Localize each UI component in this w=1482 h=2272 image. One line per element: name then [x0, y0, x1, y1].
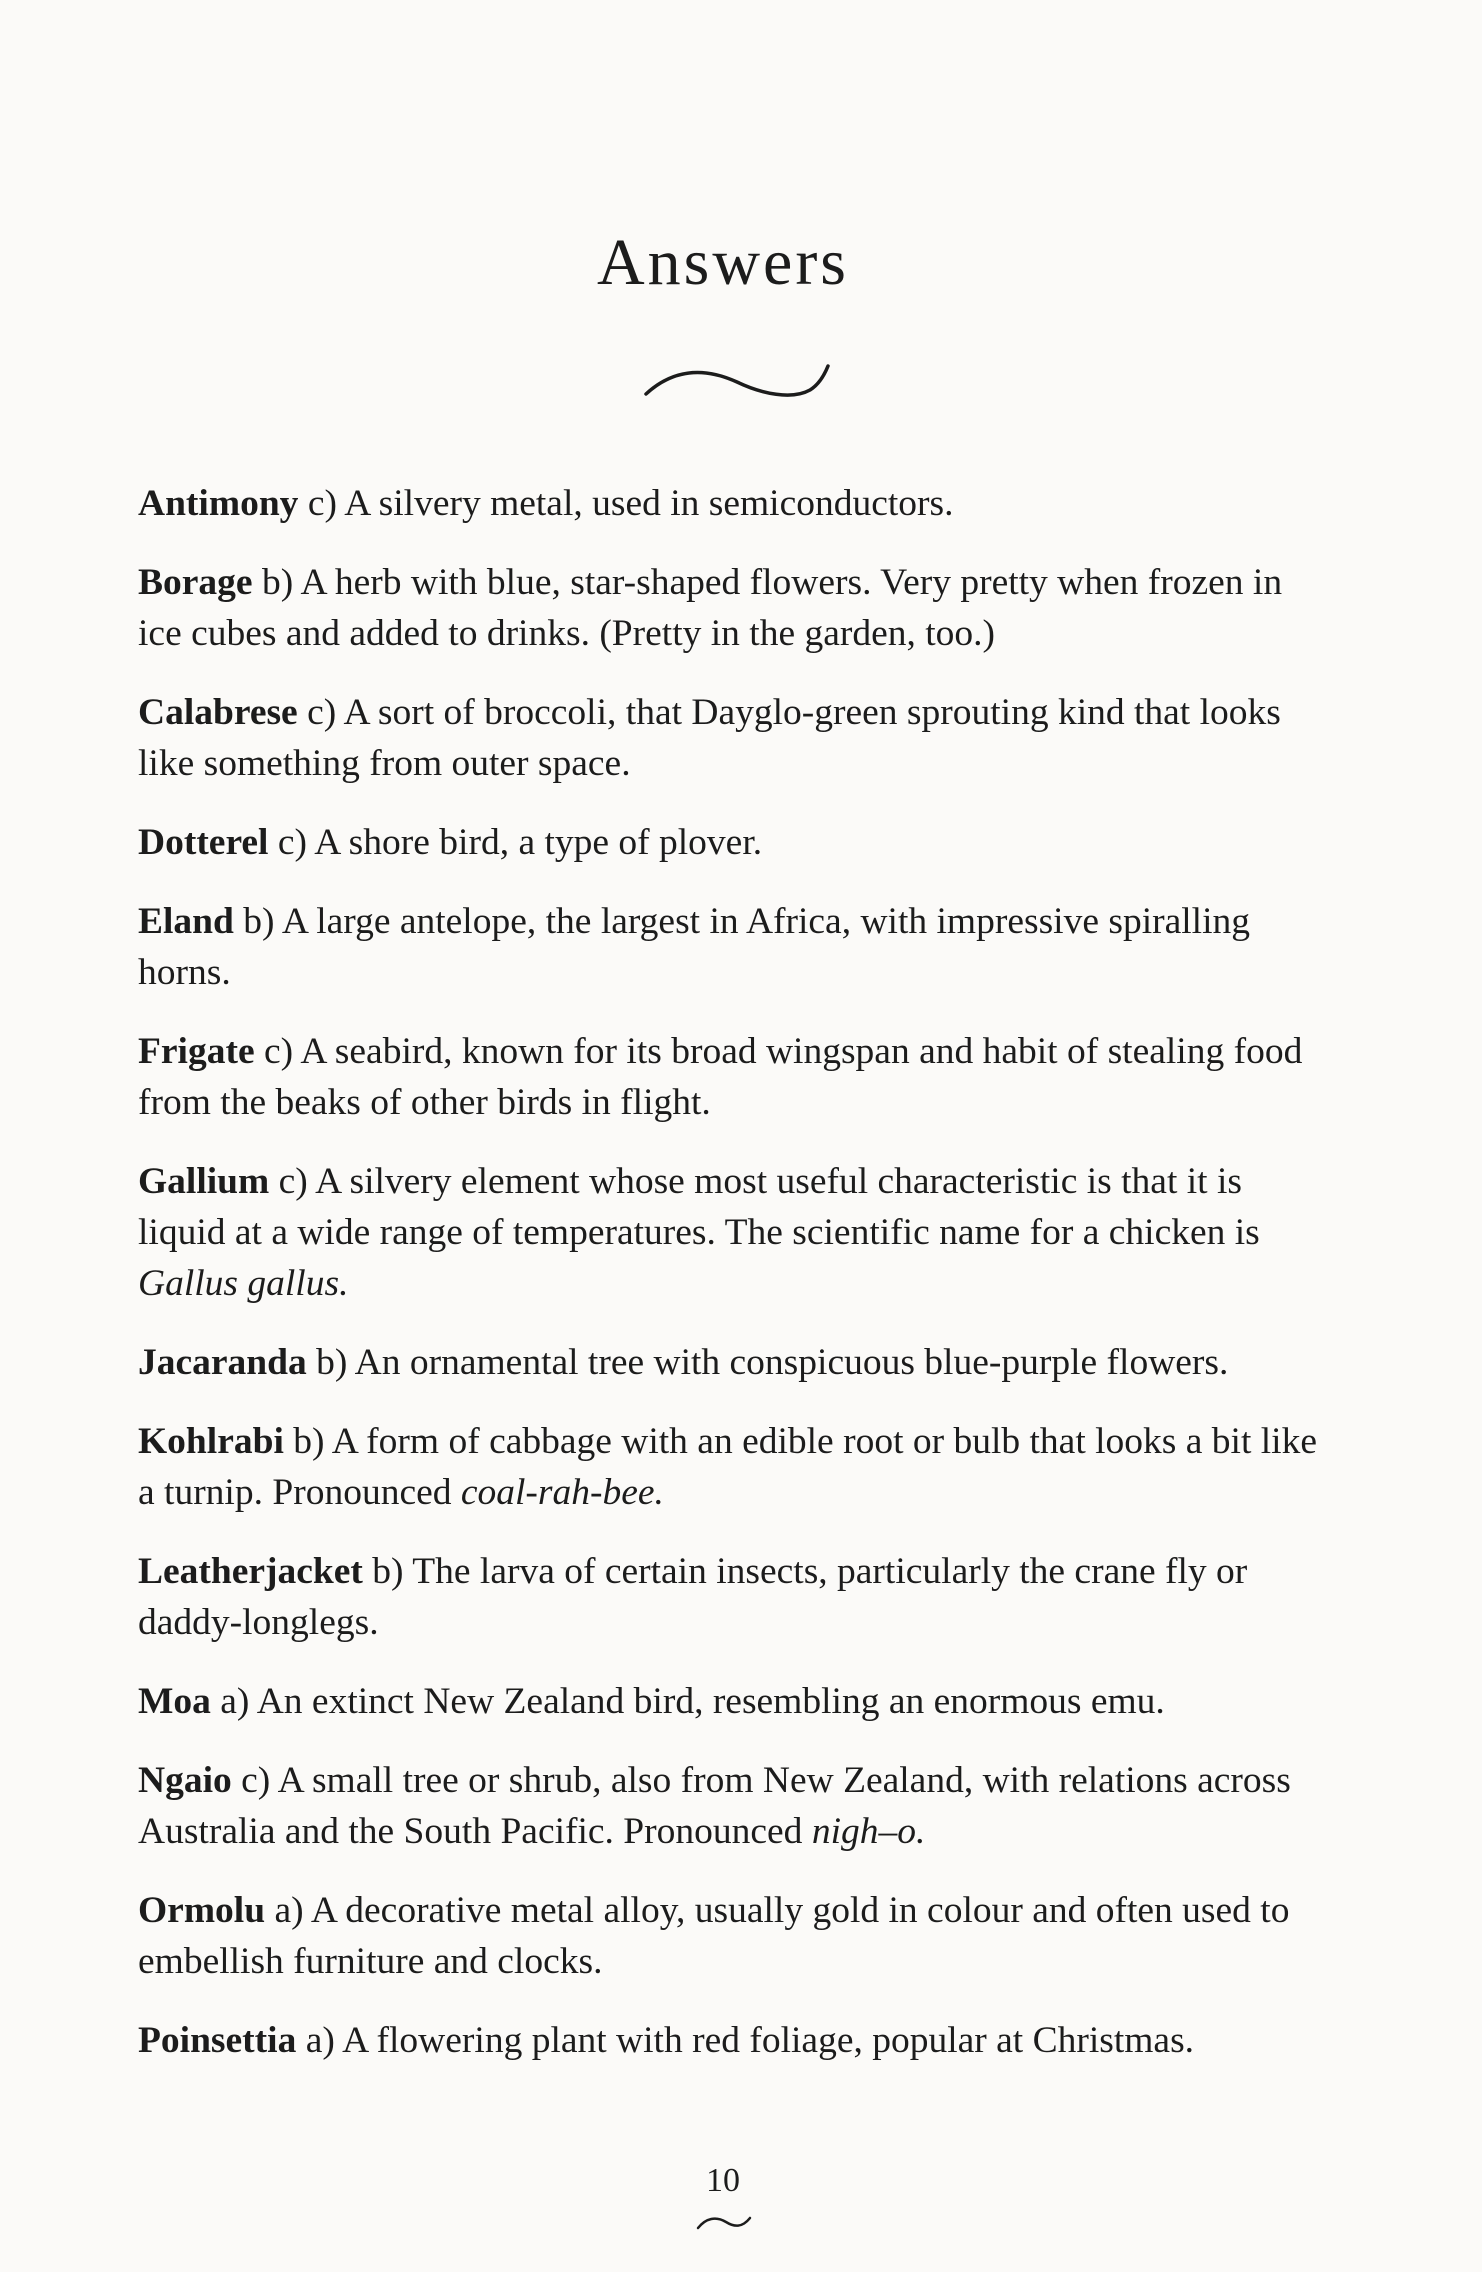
answer-italic-text: nigh–o. — [811, 1811, 926, 1852]
answer-entry — [138, 896, 1318, 998]
answer-term: Antimony — [138, 483, 299, 524]
page-number: 10 — [706, 2162, 740, 2199]
answer-term: Leatherjacket — [138, 1551, 363, 1592]
answer-definition: c) A small tree or shrub, also from New Zealand, with relations across Australia and the South Pacific. Pronounced — [138, 1760, 1291, 1852]
answer-term: Ormolu — [138, 1890, 266, 1931]
answer-term: Calabrese — [138, 692, 298, 733]
answer-term: Gallium — [138, 1161, 270, 1202]
answer-entry — [138, 1416, 1318, 1518]
answer-entry — [138, 1156, 1318, 1309]
answer-term: Kohlrabi — [138, 1421, 284, 1462]
answer-entry — [138, 478, 1318, 529]
answer-definition: a) A decorative metal alloy, usually gold in colour and often used to embellish furniture and clocks. — [138, 1890, 1290, 1982]
answer-entry — [138, 2015, 1318, 2066]
swash-ornament-icon — [642, 360, 832, 410]
answer-term: Poinsettia — [138, 2020, 297, 2061]
answer-term: Eland — [138, 901, 234, 942]
answer-term: Borage — [138, 562, 253, 603]
page-title: Answers — [597, 226, 849, 299]
answer-list — [138, 478, 1318, 2094]
answer-definition: c) A silvery metal, used in semiconductors. — [298, 483, 954, 524]
answer-definition: c) A silvery element whose most useful characteristic is that it is liquid at a wide range of temperatures. The scientific name for a chicken is — [138, 1161, 1260, 1253]
answer-definition: b) An ornamental tree with conspicuous blue-purple flowers. — [306, 1342, 1229, 1383]
answer-entry — [138, 1676, 1318, 1727]
answer-definition: a) A flowering plant with red foliage, popular at Christmas. — [296, 2020, 1195, 2061]
answer-definition: b) A large antelope, the largest in Africa, with impressive spiralling horns. — [138, 901, 1250, 993]
answer-entry — [138, 557, 1318, 659]
answer-entry — [138, 687, 1318, 789]
answer-definition: c) A seabird, known for its broad wingspan and habit of stealing food from the beaks of other birds in flight. — [138, 1031, 1303, 1123]
answer-definition: c) A shore bird, a type of plover. — [268, 822, 763, 863]
answer-term: Frigate — [138, 1031, 255, 1072]
answer-term: Ngaio — [138, 1760, 232, 1801]
answer-definition: a) An extinct New Zealand bird, resembling an enormous emu. — [210, 1681, 1165, 1722]
answer-entry — [138, 1026, 1318, 1128]
answer-definition: b) A form of cabbage with an edible root or bulb that looks a bit like a turnip. Pronounced — [138, 1421, 1317, 1513]
answer-entry — [138, 1755, 1318, 1857]
answer-entry — [138, 1337, 1318, 1388]
answer-definition: b) The larva of certain insects, particularly the crane fly or daddy-longlegs. — [138, 1551, 1248, 1643]
answer-term: Moa — [138, 1681, 211, 1722]
answer-italic-text: coal-rah-bee. — [460, 1472, 664, 1513]
answer-entry — [138, 1885, 1318, 1987]
answer-term: Dotterel — [138, 822, 269, 863]
answer-definition: c) A sort of broccoli, that Dayglo-green sprouting kind that looks like something from outer space. — [138, 692, 1281, 784]
small-swash-ornament-icon — [696, 2212, 752, 2234]
answer-entry — [138, 1546, 1318, 1648]
answer-italic-text: Gallus gallus. — [138, 1263, 349, 1304]
answer-definition: b) A herb with blue, star-shaped flowers. Very pretty when frozen in ice cubes and added to drinks. (Pretty in the garden, too.) — [138, 562, 1283, 654]
answer-term: Jacaranda — [138, 1342, 307, 1383]
answer-entry — [138, 817, 1318, 868]
